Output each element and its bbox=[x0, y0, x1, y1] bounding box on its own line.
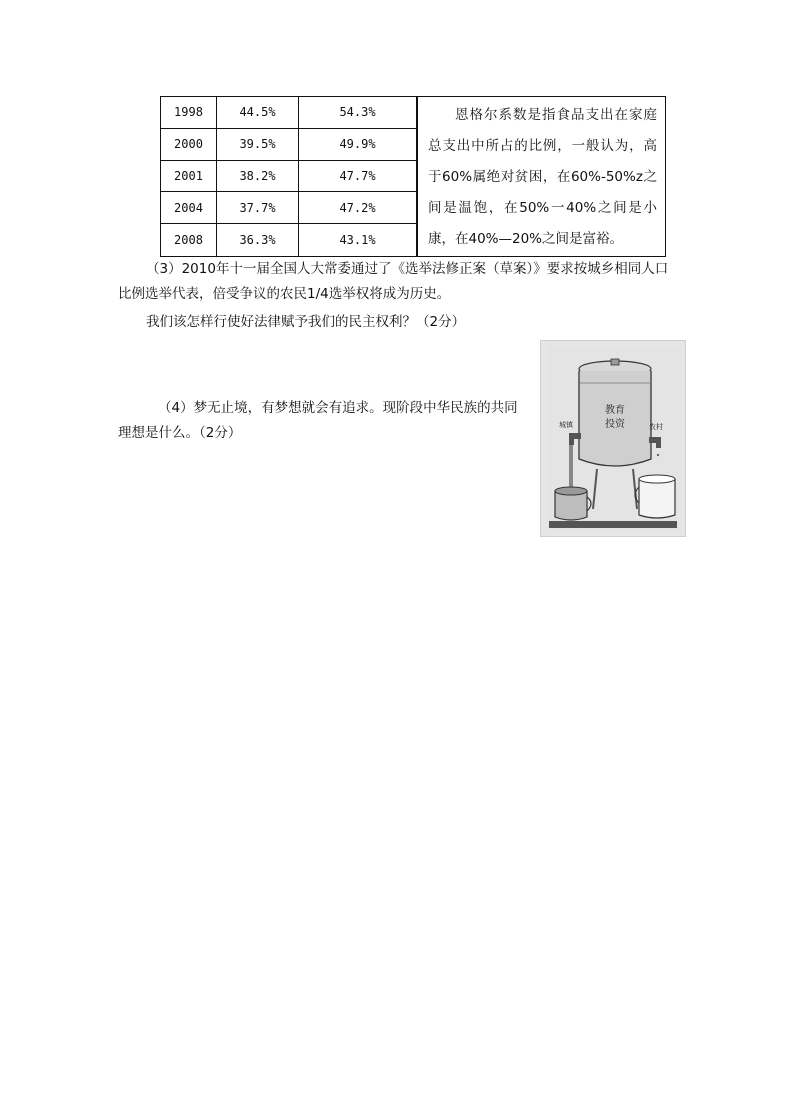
year-cell: 1998 bbox=[161, 97, 217, 128]
left-tap-label: 城镇 bbox=[559, 421, 573, 429]
urban-cell: 37.7% bbox=[217, 192, 299, 223]
year-cell: 2008 bbox=[161, 224, 217, 256]
rural-cell: 47.2% bbox=[299, 192, 417, 223]
water-drip bbox=[657, 454, 659, 456]
year-cell: 2001 bbox=[161, 161, 217, 192]
year-cell: 2004 bbox=[161, 192, 217, 223]
engel-table bbox=[160, 96, 666, 257]
rural-cell: 54.3% bbox=[299, 97, 417, 128]
table-data-columns bbox=[161, 97, 417, 256]
rural-cell: 47.7% bbox=[299, 161, 417, 192]
tank-label-line2: 投资 bbox=[605, 419, 625, 430]
urban-cell: 36.3% bbox=[217, 224, 299, 256]
urban-cell: 44.5% bbox=[217, 97, 299, 128]
education-investment-cartoon bbox=[540, 340, 686, 537]
rural-cell: 43.1% bbox=[299, 224, 417, 256]
engel-coefficient-note: 恩格尔系数是指食品支出在家庭总支出中所占的比例，一般认为，高于60%属绝对贫困，在60%-50%z之间是温饱，在50%一40%之间是小康，在40%—20%之间是富裕。 bbox=[417, 97, 665, 256]
question-3-text: （3）2010年十一届全国人大常委通过了《选举法修正案（草案）》要求按城乡相同人口比例选举代表，倍受争议的农民1/4选举权将成为历史。 bbox=[118, 261, 669, 302]
table-row bbox=[161, 129, 417, 161]
tank-label-line1: 教育 bbox=[605, 405, 625, 416]
table-row bbox=[161, 161, 417, 193]
question-4-text: （4）梦无止境，有梦想就会有追求。现阶段中华民族的共同理想是什么。（2分） bbox=[118, 400, 518, 441]
table-row bbox=[161, 224, 417, 256]
question-3-prompt: 我们该怎样行使好法律赋予我们的民主权利？（2分） bbox=[146, 314, 466, 330]
urban-cell: 38.2% bbox=[217, 161, 299, 192]
table-row bbox=[161, 97, 417, 129]
cartoon-illustration bbox=[541, 341, 685, 536]
urban-cell: 39.5% bbox=[217, 129, 299, 160]
right-tap-label: 农村 bbox=[649, 423, 663, 431]
table-row bbox=[161, 192, 417, 224]
rural-cell: 49.9% bbox=[299, 129, 417, 160]
year-cell: 2000 bbox=[161, 129, 217, 160]
rural-mug-icon bbox=[639, 479, 675, 518]
